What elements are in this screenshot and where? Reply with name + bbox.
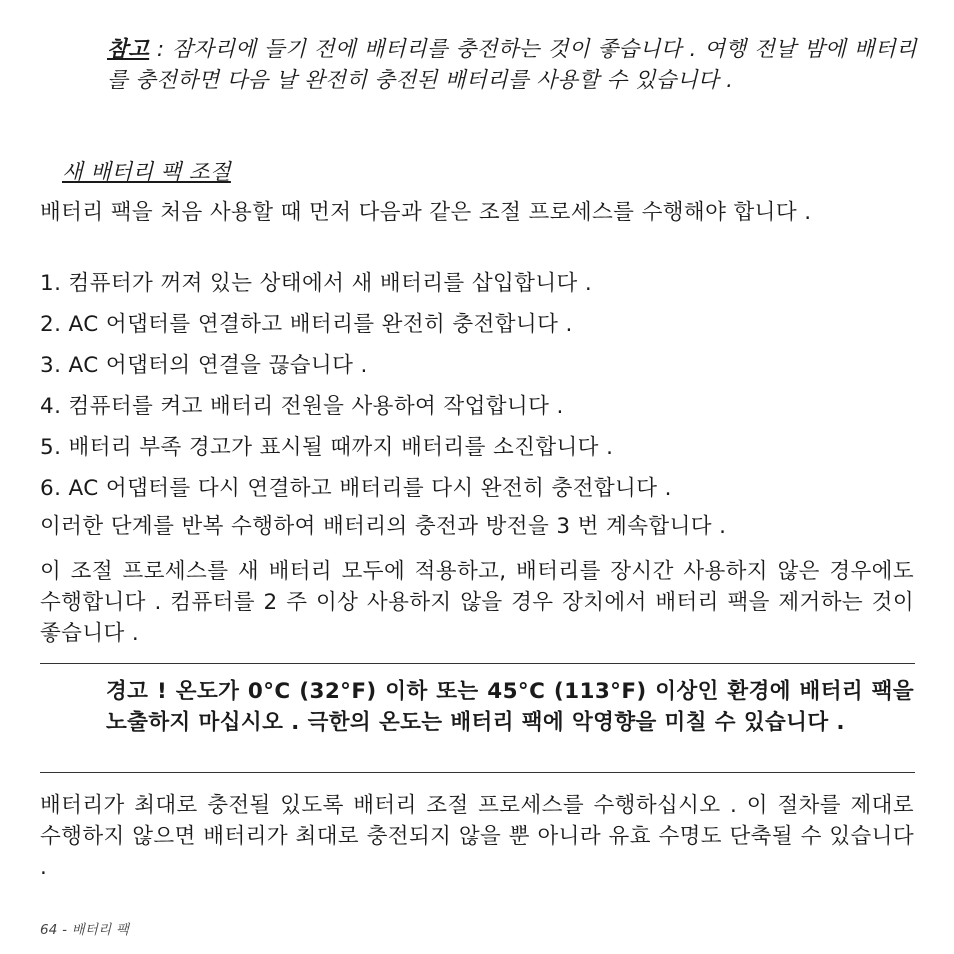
step-item: 2. AC 어댑터를 연결하고 배터리를 완전히 충전합니다 . xyxy=(40,312,573,337)
intro-paragraph: 배터리 팩을 처음 사용할 때 먼저 다음과 같은 조절 프로세스를 수행해야 합니다 . xyxy=(40,200,812,225)
warning-part3: 이상인 환경에 배터리 팩을 노출하지 마십시오 . 극한의 온도는 배터리 팩에 악영향을 미칠 수 있습니다 . xyxy=(106,679,915,735)
warning-part2: 이하 또는 xyxy=(376,679,488,704)
warning-text xyxy=(106,676,914,738)
note-label: 참고 xyxy=(107,37,150,62)
step-item: 5. 배터리 부족 경고가 표시될 때까지 배터리를 소진합니다 . xyxy=(40,435,614,460)
page-footer: 64 - 배터리 팩 xyxy=(40,922,130,938)
step-item: 4. 컴퓨터를 켜고 배터리 전원을 사용하여 작업합니다 . xyxy=(40,394,564,419)
step-item: 1. 컴퓨터가 꺼져 있는 상태에서 새 배터리를 삽입합니다 . xyxy=(40,271,593,296)
note-text: : 잠자리에 들기 전에 배터리를 충전하는 것이 좋습니다 . 여행 전날 밤에 배터리를 충전하면 다음 날 완전히 충전된 배터리를 사용할 수 있습니다 . xyxy=(107,37,917,93)
final-paragraph: 배터리가 최대로 충전될 있도록 배터리 조절 프로세스를 수행하십시오 . 이 절차를 제대로 수행하지 않으면 배터리가 최대로 충전되지 않을 뿐 아니라 유효 수명도 단축될 수 있습니다 . xyxy=(40,793,914,880)
repeat-paragraph: 이러한 단계를 반복 수행하여 배터리의 충전과 방전을 3 번 계속합니다 . xyxy=(40,514,727,539)
step-item: 3. AC 어댑터의 연결을 끊습니다 . xyxy=(40,353,368,378)
section-title: 새 배터리 팩 조절 xyxy=(62,160,231,185)
note-paragraph xyxy=(107,34,917,96)
warning-temp-low: 0°C (32°F) xyxy=(247,679,377,704)
warning-temp-high: 45°C (113°F) xyxy=(487,679,647,704)
apply-paragraph: 이 조절 프로세스를 새 배터리 모두에 적용하고, 배터리를 장시간 사용하지 않은 경우에도 수행합니다 . 컴퓨터를 2 주 이상 사용하지 않을 경우 장치에서 배터리 팩을 제거하는 것이 좋습니다 . xyxy=(40,559,914,646)
conditioning-steps-list xyxy=(40,268,914,514)
warning-part1: 경고 ! 온도가 xyxy=(106,679,248,704)
warning-box xyxy=(40,663,915,773)
step-item: 6. AC 어댑터를 다시 연결하고 배터리를 다시 완전히 충전합니다 . xyxy=(40,476,672,501)
